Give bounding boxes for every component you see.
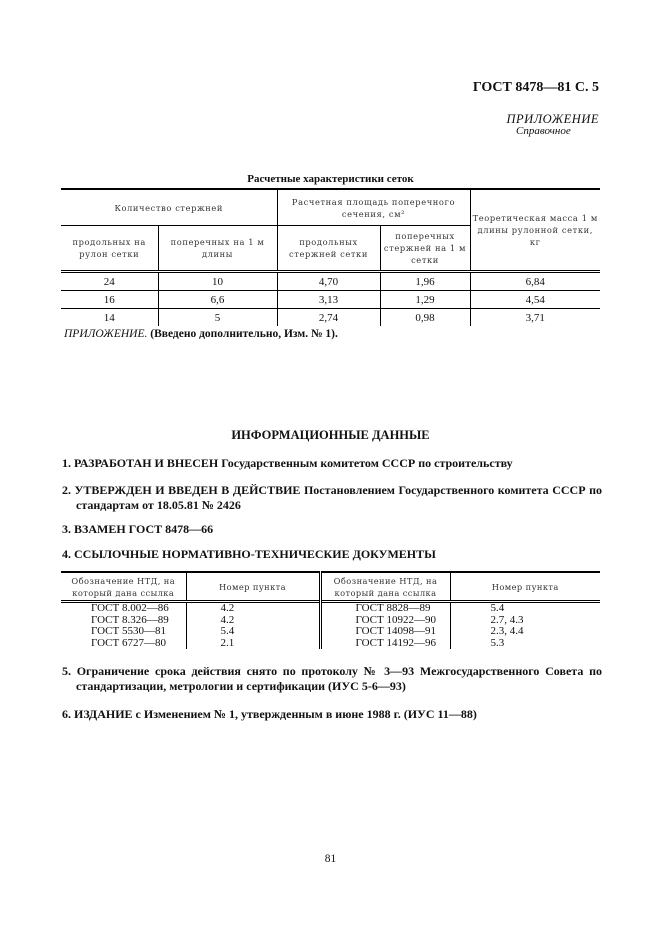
cell: ГОСТ 14192—96 [320,638,450,650]
cell: 10 [158,272,277,291]
info-item-6: 6. ИЗДАНИЕ с Изменением № 1, утвержденным в июне 1988 г. (ИУС 11—88) [62,707,477,721]
header-rod-count: Количество стержней [61,189,277,226]
info-item-5-text: 5. Ограничение срока действия снято по протоколу № 3—93 Межгосударственного Совета по стандартизации, метрологии и сертификации (ИУС 5-6—93) [62,664,602,693]
header-transverse: поперечных на 1 м длины [158,226,277,272]
cell: 24 [61,272,158,291]
cell: ГОСТ 8.326—89 [61,615,186,627]
header-item-right: Номер пункта [450,572,600,602]
header-mass: Теоретическая масса 1 м длины рулонной сетки, кг [470,189,600,272]
mesh-characteristics-table [61,188,600,326]
cell: 3,13 [277,291,380,309]
cell: 5.3 [490,636,505,649]
appendix-label: ПРИЛОЖЕНИЕ [506,112,599,126]
cell: 1,96 [380,272,470,291]
table1-title: Расчетные характеристики сеток [247,173,414,185]
table-row [61,638,600,650]
cell: 2.7, 4.3 [490,613,524,626]
table-row [61,602,600,615]
cell: 5.4 [450,602,600,615]
header-item-left: Номер пункта [186,572,320,602]
header-longitudinal: продольных на рулон сетки [61,226,158,272]
header-doc-left: Обозначение НТД, на который дана ссылка [61,572,186,602]
table-row [61,272,600,291]
cell: 14 [61,309,158,327]
cell: 6,84 [470,272,600,291]
note-bold: (Введено дополнительно, Изм. № 1). [150,328,338,340]
cell: ГОСТ 8828—89 [320,602,450,615]
cell: 2,74 [277,309,380,327]
page-header-gost: ГОСТ 8478—81 С. 5 [472,80,599,95]
cell: ГОСТ 14098—91 [320,626,450,638]
cell: 2.1 [186,638,320,650]
info-title: ИНФОРМАЦИОННЫЕ ДАННЫЕ [231,428,430,442]
appendix-type: Справочное [516,125,571,137]
info-item-3: 3. ВЗАМЕН ГОСТ 8478—66 [62,522,214,536]
header-trans-rods: поперечных стержней на 1 м сетки [380,226,470,272]
info-item-2 [62,483,602,513]
info-item-1: 1. РАЗРАБОТАН И ВНЕСЕН Государственным комитетом СССР по строительству [62,456,513,470]
header-doc-right: Обозначение НТД, на который дана ссылка [320,572,450,602]
cell: 2.3, 4.4 [490,625,524,637]
info-item-4: 4. ССЫЛОЧНЫЕ НОРМАТИВНО-ТЕХНИЧЕСКИЕ ДОКУМЕНТЫ [62,547,436,561]
reference-documents-table [61,571,600,649]
cell: 5 [158,309,277,327]
cell: 4.2 [186,615,320,627]
table-row [61,291,600,309]
note-italic: ПРИЛОЖЕНИЕ. [64,328,148,340]
table-row [61,626,600,638]
table-row [61,309,600,327]
cell: 4.2 [186,602,320,615]
cell: 16 [61,291,158,309]
cell: 4,54 [470,291,600,309]
cell: 4,70 [277,272,380,291]
cell: ГОСТ 8.002—86 [61,602,186,615]
appendix-note [64,328,338,340]
header-long-rods: продольных стержней сетки [277,226,380,272]
cell: 6,6 [158,291,277,309]
header-cross-section: Расчетная площадь поперечного сечения, см² [277,189,470,226]
cell: 5.4 [186,626,320,638]
page-number: 81 [324,853,337,865]
cell: ГОСТ 5530—81 [61,626,186,638]
info-item-5 [62,664,602,694]
cell: 3,71 [525,311,545,324]
cell: ГОСТ 6727—80 [61,638,186,650]
cell: 1,29 [380,291,470,309]
cell: 0,98 [380,309,470,327]
info-item-2-text: 2. УТВЕРЖДЕН И ВВЕДЕН В ДЕЙСТВИЕ Постановлением Государственного комитета СССР по стандартам от 18.05.81 № 2426 [62,483,602,512]
cell: ГОСТ 10922—90 [320,615,450,627]
